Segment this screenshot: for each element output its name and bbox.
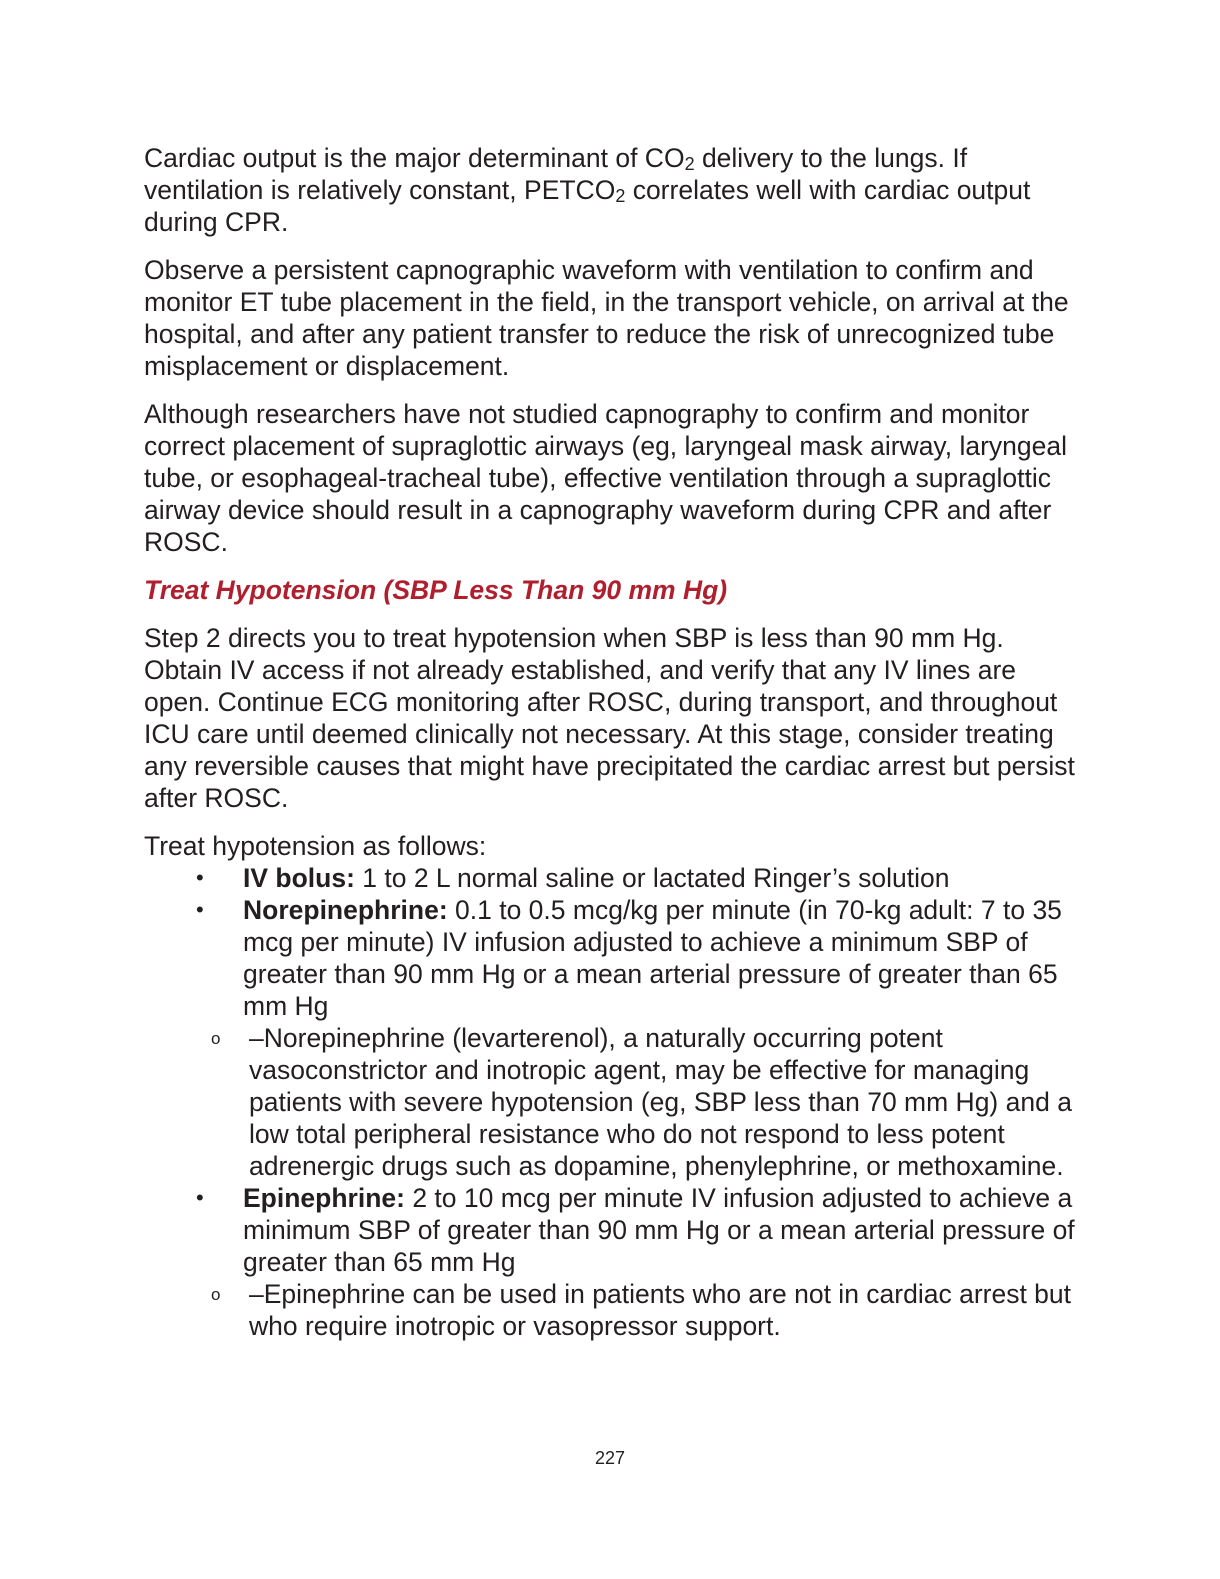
list-intro: Treat hypotension as follows: bbox=[144, 831, 487, 861]
list-item-epinephrine bbox=[144, 1182, 1084, 1342]
subscript: 2 bbox=[684, 154, 695, 174]
subscript: 2 bbox=[615, 186, 626, 206]
document-page bbox=[144, 142, 1084, 1342]
sub-item-text: –Norepinephrine (levarterenol), a naturally occurring potent vasoconstrictor and inotropic agent, may be effective for managing patients with severe hypotension (eg, SBP less than 70 mm Hg) and a low total peripheral resistance who do not respond to less potent adrenergic drugs such as dopamine, phenylephrine, or methoxamine. bbox=[249, 1023, 1072, 1181]
list-item-norepinephrine bbox=[144, 894, 1084, 1182]
text-run: Cardiac output is the major determinant of CO bbox=[144, 143, 685, 173]
bullet-icon: • bbox=[196, 1185, 204, 1210]
sub-list-item bbox=[144, 1022, 1084, 1182]
page-number: 227 bbox=[594, 1448, 626, 1468]
treatment-list bbox=[144, 862, 1084, 1342]
bullet-icon: • bbox=[196, 897, 204, 922]
item-text: 1 to 2 L normal saline or lactated Ringer’s solution bbox=[354, 863, 950, 893]
sub-list-item bbox=[144, 1278, 1084, 1342]
item-term: Norepinephrine: bbox=[243, 895, 448, 925]
item-term: Epinephrine: bbox=[243, 1183, 405, 1213]
item-text: 0.1 to 0.5 mcg/kg per minute (in 70-kg adult: 7 to 35 mcg per minute) IV infusion adjusted to achieve a minimum SBP of greater than 90 mm Hg or a mean arterial pressure of greater than 65 mm Hg bbox=[243, 895, 1062, 1021]
paragraph-capnographic-waveform: Observe a persistent capnographic waveform with ventilation to confirm and monitor ET tube placement in the field, in the transport vehicle, on arrival at the hospital, and after any patient transfer to reduce the risk of unrecognized tube misplacement or displacement. bbox=[144, 255, 1069, 381]
text-run: correlates well with cardiac output during CPR. bbox=[144, 175, 1031, 237]
sub-list bbox=[144, 1278, 1084, 1342]
item-term: IV bolus: bbox=[243, 863, 355, 893]
bullet-icon: • bbox=[196, 865, 204, 890]
paragraph-supraglottic-airways: Although researchers have not studied capnography to confirm and monitor correct placement of supraglottic airways (eg, laryngeal mask airway, laryngeal tube, or esophageal-tracheal tube), effective ventilation through a supraglottic airway device should result in a capnography waveform during CPR and after ROSC. bbox=[144, 399, 1067, 557]
sub-item-text: –Epinephrine can be used in patients who are not in cardiac arrest but who require inotropic or vasopressor support. bbox=[249, 1279, 1072, 1341]
circle-bullet-icon: o bbox=[211, 1029, 221, 1048]
item-text: 2 to 10 mcg per minute IV infusion adjusted to achieve a minimum SBP of greater than 90 mm Hg or a mean arterial pressure of greater than 65 mm Hg bbox=[243, 1183, 1075, 1277]
sub-list bbox=[144, 1022, 1084, 1182]
paragraph-step-2: Step 2 directs you to treat hypotension when SBP is less than 90 mm Hg. Obtain IV access if not already established, and verify that any IV lines are open. Continue ECG monitoring after ROSC, during transport, and throughout ICU care until deemed clinically not necessary. At this stage, consider treating any reversible causes that might have precipitated the cardiac arrest but persist after ROSC. bbox=[144, 623, 1075, 813]
circle-bullet-icon: o bbox=[211, 1285, 221, 1304]
paragraph-cardiac-output bbox=[144, 142, 1084, 238]
list-item-iv-bolus bbox=[144, 862, 1084, 894]
text-run: delivery to the lungs. If ventilation is relatively constant, PETCO bbox=[144, 143, 968, 205]
section-heading: Treat Hypotension (SBP Less Than 90 mm Hg) bbox=[144, 575, 728, 605]
